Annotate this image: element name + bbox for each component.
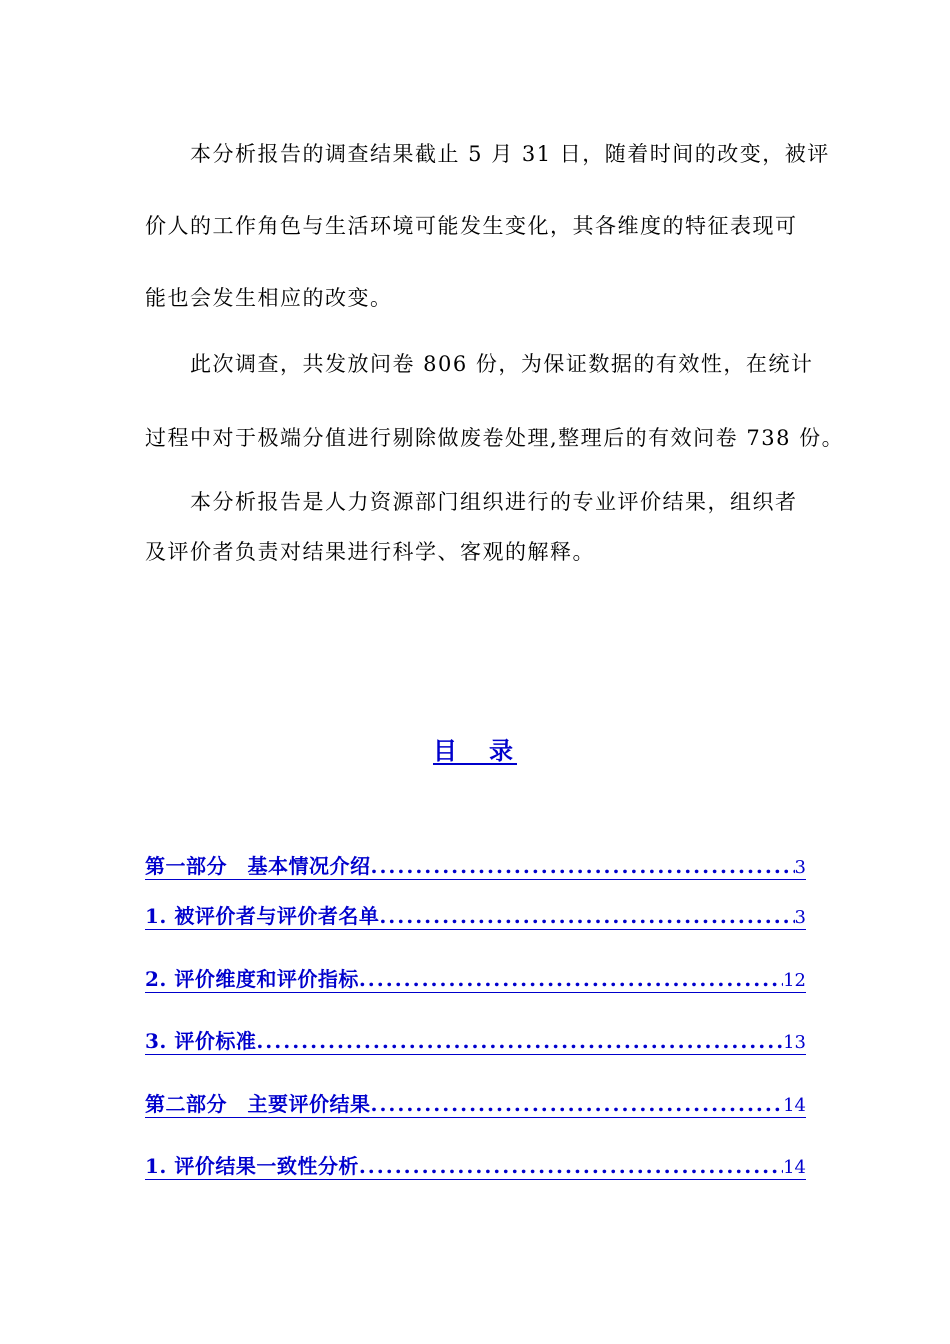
toc-entry-page: 12: [783, 970, 806, 991]
toc-entry-1-3[interactable]: [145, 1027, 806, 1055]
toc-entry-label: 2. 评价维度和评价指标: [145, 967, 359, 991]
paragraph-2-line-2: 过程中对于极端分值进行剔除做废卷处理,整理后的有效问卷 738 份。: [145, 426, 845, 450]
toc-leader-dots: [371, 852, 795, 880]
toc-entry-1-1[interactable]: [145, 902, 806, 930]
toc-entry-page: 3: [794, 857, 806, 878]
toc-entry-1-2[interactable]: [145, 965, 806, 993]
toc-entry-page: 3: [794, 907, 806, 928]
toc-entry-page: 14: [783, 1157, 806, 1178]
toc-entry-label: 1. 被评价者与评价者名单: [145, 904, 380, 928]
toc-title: [0, 736, 950, 766]
toc-entry-part-2[interactable]: [145, 1090, 806, 1118]
paragraph-3-line-2: 及评价者负责对结果进行科学、客观的解释。: [145, 540, 595, 564]
toc-leader-dots: [379, 902, 794, 930]
toc-leader-dots: [359, 965, 783, 993]
toc-entry-label: 第一部分 基本情况介绍: [145, 854, 371, 878]
paragraph-1-line-1: 本分析报告的调查结果截止 5 月 31 日，随着时间的改变，被评: [145, 142, 830, 166]
toc-entry-page: 14: [783, 1095, 806, 1116]
toc-entry-page: 13: [783, 1032, 806, 1053]
toc-entry-label: 3. 评价标准: [145, 1029, 257, 1053]
paragraph-3-line-1: 本分析报告是人力资源部门组织进行的专业评价结果，组织者: [145, 490, 798, 514]
toc-leader-dots: [256, 1027, 783, 1055]
toc-entry-label: 第二部分 主要评价结果: [145, 1092, 371, 1116]
paragraph-1-line-3: 能也会发生相应的改变。: [145, 286, 393, 310]
toc-leader-dots: [359, 1152, 783, 1180]
paragraph-1-line-2: 价人的工作角色与生活环境可能发生变化，其各维度的特征表现可: [145, 214, 798, 238]
paragraph-2-line-1: 此次调查，共发放问卷 806 份，为保证数据的有效性，在统计: [145, 352, 814, 376]
toc-leader-dots: [371, 1090, 784, 1118]
toc-entry-part-1[interactable]: [145, 852, 806, 880]
toc-entry-label: 1. 评价结果一致性分析: [145, 1154, 359, 1178]
toc-entry-2-1[interactable]: [145, 1152, 806, 1180]
toc-title-text: 目 录: [433, 736, 517, 765]
